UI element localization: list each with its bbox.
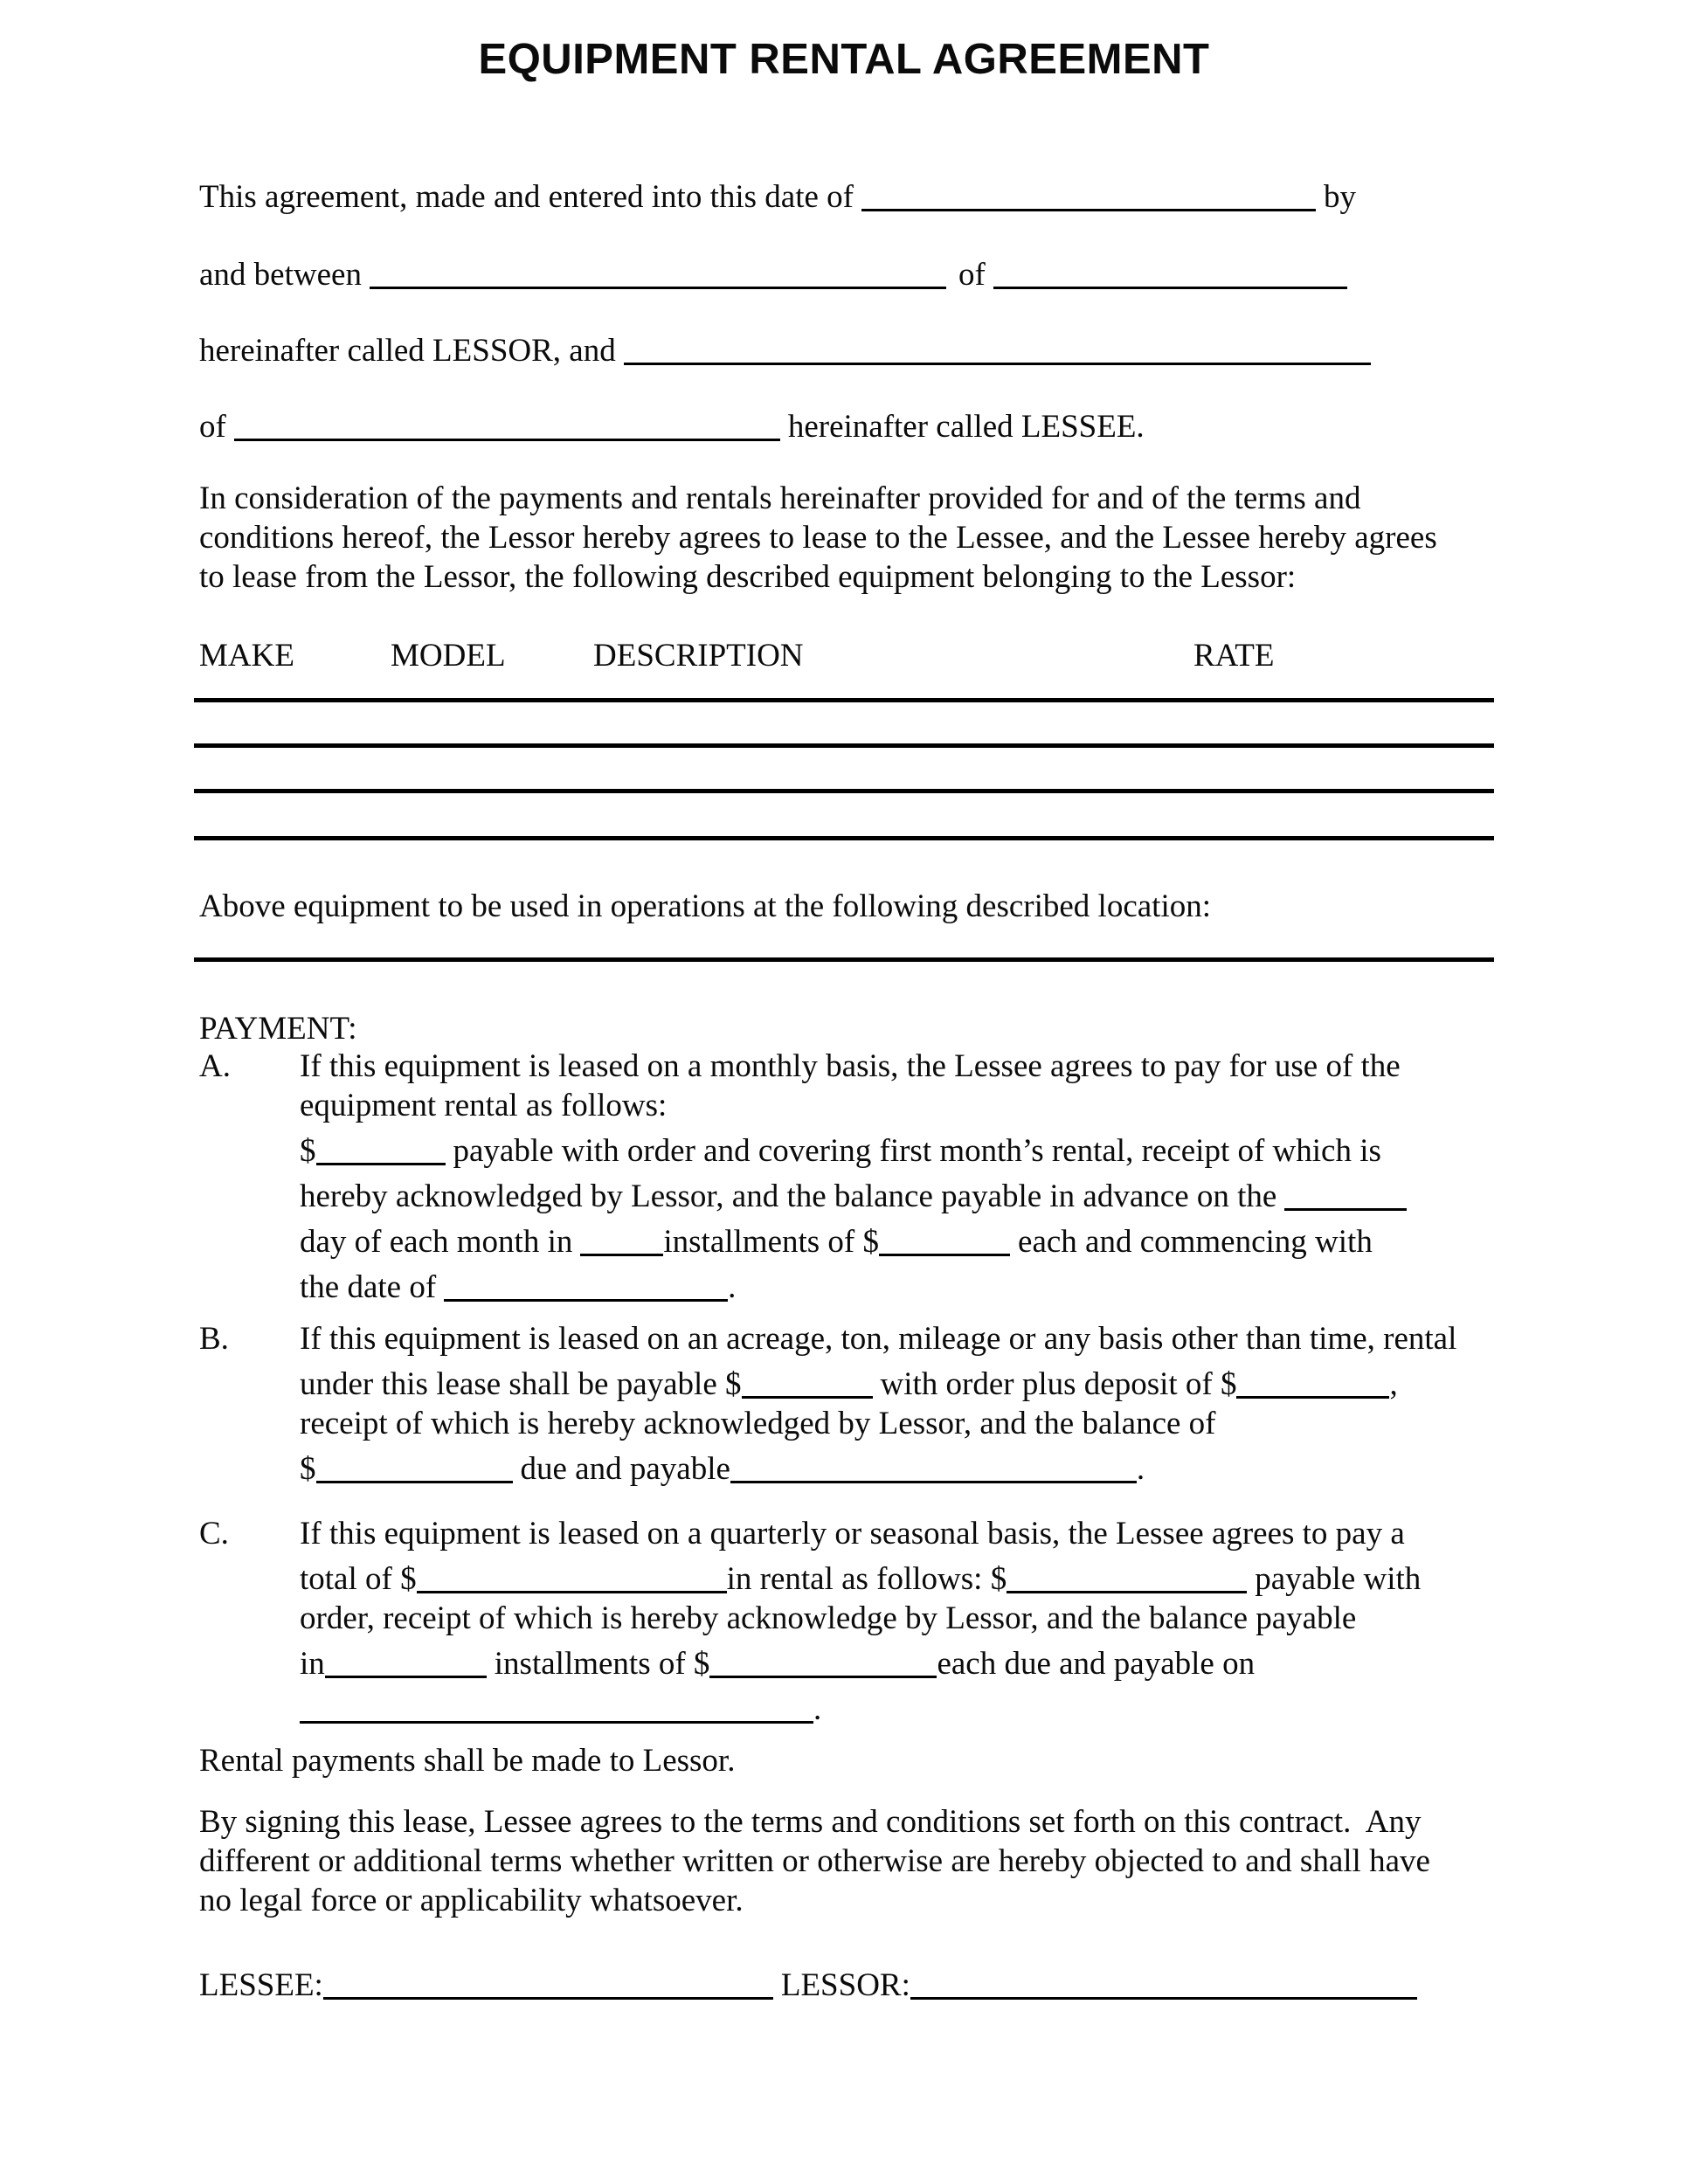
rental-note: Rental payments shall be made to Lessor. — [199, 1743, 736, 1779]
section-c-line-2-text: total of $ — [300, 1561, 417, 1597]
column-header-description: DESCRIPTION — [593, 638, 804, 674]
section-c-line-4 — [300, 1638, 1421, 1683]
blank-rental-payment[interactable] — [1007, 1558, 1247, 1593]
section-a-line-3 — [300, 1125, 1407, 1171]
equipment-row-rule-1[interactable] — [194, 698, 1494, 702]
section-a-line-5 — [300, 1216, 1407, 1261]
blank-installment-count[interactable] — [580, 1220, 663, 1256]
lessee-label: LESSEE: — [199, 1967, 323, 2003]
blank-day-of-month[interactable] — [1284, 1175, 1407, 1211]
blank-commencing-date[interactable] — [444, 1266, 728, 1302]
section-c-period: . — [813, 1691, 822, 1727]
section-b-line-2 — [300, 1358, 1456, 1404]
section-c-line-2-tail: payable with — [1255, 1561, 1422, 1597]
blank-lessor-signature[interactable] — [910, 1964, 1417, 2000]
section-c-line-1: If this equipment is leased on a quarterly or seasonal basis, the Lessee agrees to pay a — [300, 1516, 1405, 1552]
signature-line — [199, 1959, 1417, 2005]
blank-installment-amount[interactable] — [879, 1220, 1010, 1256]
section-a-line-4 — [300, 1171, 1407, 1216]
section-a-line-6-text: the date of — [300, 1269, 437, 1305]
section-a-period: . — [728, 1269, 737, 1305]
blank-installments-count[interactable] — [325, 1642, 487, 1678]
blank-lessee-place[interactable] — [234, 405, 780, 441]
payment-heading: PAYMENT: — [199, 1011, 357, 1047]
blank-deposit-amount[interactable] — [1236, 1363, 1389, 1399]
section-a-line-5-text: day of each month in — [300, 1224, 573, 1260]
blank-first-month-amount[interactable] — [316, 1130, 446, 1165]
intro-line-4-tail: hereinafter called LESSEE. — [787, 409, 1145, 445]
section-c-line-4-tail: each due and payable on — [937, 1646, 1256, 1682]
intro-line-1-text: This agreement, made and entered into this date of — [199, 179, 854, 215]
lessor-label: LESSOR: — [780, 1967, 910, 2003]
section-b-line-1: If this equipment is leased on an acreage, ton, mileage or any basis other than time, rental — [300, 1321, 1457, 1357]
section-a-line-4-text: hereby acknowledged by Lessor, and the balance payable in advance on the — [300, 1178, 1277, 1214]
section-a-line-3-text: payable with order and covering first month’s rental, receipt of which is — [453, 1133, 1381, 1169]
blank-balance-due-date[interactable] — [730, 1448, 1137, 1483]
section-label-a: A. — [199, 1048, 231, 1084]
consideration-line-2: conditions hereof, the Lessor hereby agrees to lease to the Lessee, and the Lessee hereby agrees — [199, 520, 1437, 556]
intro-line-4 — [199, 401, 1145, 446]
consideration-line-3: to lease from the Lessor, the following described equipment belonging to the Lessor: — [199, 559, 1297, 595]
payment-section-b — [300, 1319, 1456, 1489]
blank-lessor-name[interactable] — [370, 253, 946, 289]
blank-lessor-place[interactable] — [993, 253, 1347, 289]
blank-agreement-date[interactable] — [861, 176, 1316, 211]
payment-section-a — [300, 1047, 1407, 1307]
location-label: Above equipment to be used in operations at the following described location: — [199, 888, 1212, 924]
section-c-line-2-mid: in rental as follows: $ — [726, 1561, 1007, 1597]
section-label-b: B. — [199, 1321, 229, 1357]
section-a-line-5-tail: each and commencing with — [1018, 1224, 1373, 1260]
blank-lessee-signature[interactable] — [323, 1964, 773, 2000]
blank-due-payable-date[interactable] — [300, 1688, 813, 1724]
section-b-comma: , — [1389, 1366, 1398, 1402]
signing-line-2: different or additional terms whether written or otherwise are hereby objected to and shall have — [199, 1843, 1430, 1879]
intro-line-3 — [199, 325, 1371, 370]
location-rule[interactable] — [194, 957, 1494, 962]
blank-payable-amount[interactable] — [742, 1363, 873, 1399]
column-header-model: MODEL — [391, 638, 506, 674]
signing-paragraph — [199, 1802, 1430, 1920]
equipment-row-rule-4[interactable] — [194, 836, 1494, 840]
section-c-line-3: order, receipt of which is hereby acknowledge by Lessor, and the balance payable — [300, 1600, 1357, 1636]
payment-section-c — [300, 1514, 1421, 1729]
section-b-line-2-mid: with order plus deposit of $ — [880, 1366, 1237, 1402]
section-a-line-5-mid: installments of $ — [663, 1224, 880, 1260]
section-c-line-4-mid: installments of $ — [494, 1646, 710, 1682]
equipment-row-rule-2[interactable] — [194, 743, 1494, 748]
section-b-line-4-mid: due and payable — [520, 1451, 730, 1487]
signing-line-3: no legal force or applicability whatsoever. — [199, 1883, 744, 1918]
blank-installments-amount[interactable] — [709, 1642, 937, 1678]
intro-line-1 — [199, 171, 1356, 217]
section-a-line-6 — [300, 1261, 1407, 1307]
consideration-paragraph — [199, 479, 1437, 597]
blank-total-rental[interactable] — [417, 1558, 727, 1593]
blank-balance-amount[interactable] — [316, 1448, 513, 1483]
section-b-line-4 — [300, 1443, 1456, 1489]
section-a-line-1: If this equipment is leased on a monthly basis, the Lessee agrees to pay for use of the — [300, 1048, 1401, 1084]
signing-line-1: By signing this lease, Lessee agrees to the terms and conditions set forth on this contract. Any — [199, 1804, 1422, 1840]
blank-lessee-name[interactable] — [624, 329, 1371, 365]
section-c-line-2 — [300, 1553, 1421, 1599]
intro-line-1-tail: by — [1323, 179, 1356, 215]
section-b-period: . — [1136, 1451, 1145, 1487]
intro-line-3-text: hereinafter called LESSOR, and — [199, 333, 616, 369]
intro-line-2 — [199, 249, 1347, 294]
intro-line-4-of: of — [199, 409, 226, 445]
column-header-rate: RATE — [1193, 638, 1275, 674]
page-title: EQUIPMENT RENTAL AGREEMENT — [478, 36, 1210, 83]
section-label-c: C. — [199, 1516, 229, 1552]
section-a-line-2: equipment rental as follows: — [300, 1088, 668, 1123]
consideration-line-1: In consideration of the payments and rentals hereinafter provided for and of the terms and — [199, 480, 1361, 516]
intro-line-2-of: of — [958, 257, 986, 293]
section-b-dollar: $ — [300, 1451, 316, 1487]
section-a-dollar: $ — [300, 1133, 316, 1169]
section-b-line-3: receipt of which is hereby acknowledged by Lessor, and the balance of — [300, 1406, 1216, 1441]
column-header-make: MAKE — [199, 638, 294, 674]
section-c-line-4-text: in — [300, 1646, 325, 1682]
section-b-line-2-text: under this lease shall be payable $ — [300, 1366, 742, 1402]
equipment-row-rule-3[interactable] — [194, 789, 1494, 793]
section-c-line-5 — [300, 1683, 1421, 1729]
intro-line-2-text: and between — [199, 257, 362, 293]
